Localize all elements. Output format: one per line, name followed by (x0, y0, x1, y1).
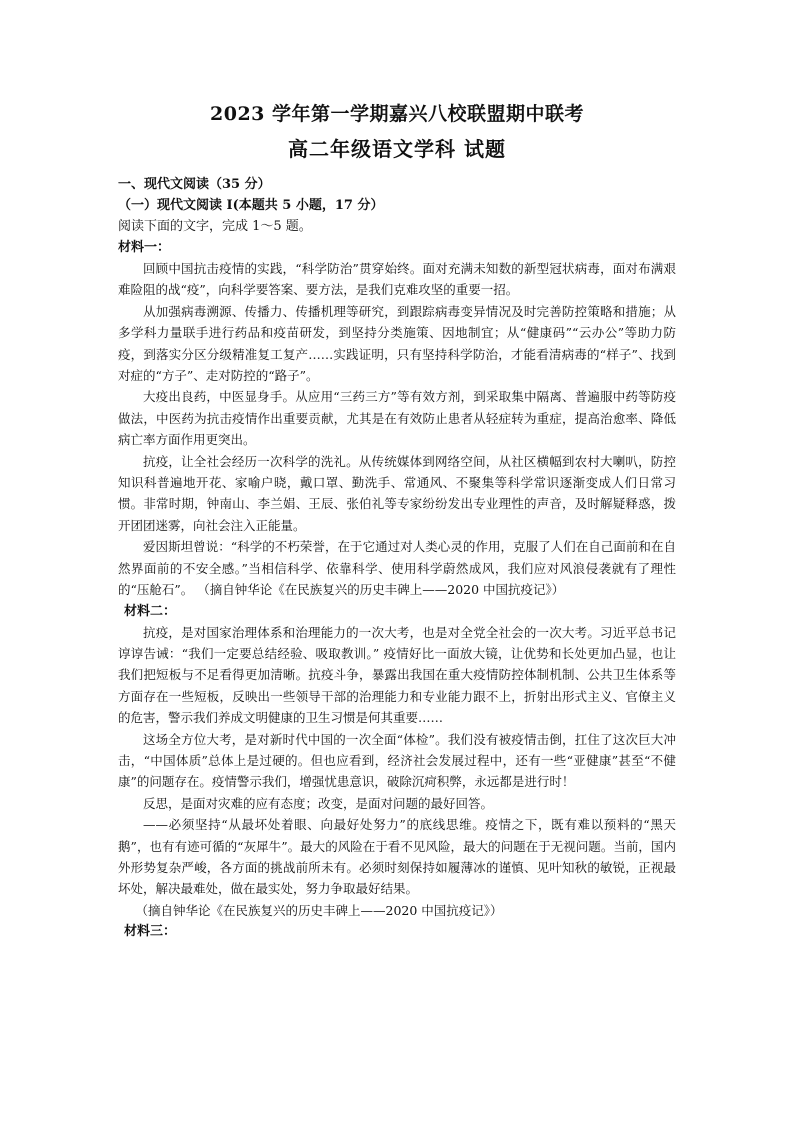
reading-instruction: 阅读下面的文字，完成 1～5 题。 (118, 219, 312, 234)
material-2-paragraph: 这场全方位大考，是对新时代中国的一次全面“体检”。我们没有被疫情击倒，扛住了这次巨大冲击，“中国体质”总体上是过硬的。但也应看到，经济社会发展过程中，还有一些“亚健康”甚至“不健康”的问题存在。疫情警示我们，增强忧患意识，破除沉疴积弊，永远都是进行时！ (118, 731, 676, 790)
material-1-paragraph: 大疫出良药，中医显身手。从应用“三药三方”等有效方剂，到采取集中隔离、普遍服中药等防疫做法，中医药为抗击疫情作出重要贡献，尤其是在有效防止患者从轻症转为重症，提高治愈率、降低病亡率方面作用更突出。 (118, 389, 676, 448)
material-2-paragraph: 抗疫，是对国家治理体系和治理能力的一次大考，也是对全党全社会的一次大考。习近平总书记谆谆告诫：“我们一定要总结经验、吸取教训。” 疫情好比一面放大镜，让优势和长处更加凸显，也让我们把短板与不足看得更加清晰。抗疫斗争，暴露出我国在重大疫情防控体制机制、公共卫生体系等方面存在一些短板，反映出一些领导干部的治理能力和专业能力跟不上，折射出形式主义、官僚主义的危害，警示我们养成文明健康的卫生习惯是何其重要…… (118, 624, 676, 726)
material-1-label: 材料一： (118, 240, 171, 255)
exam-title: 2023 学年第一学期嘉兴八校联盟期中联考 (210, 103, 584, 125)
section-heading: 一、现代文阅读（35 分） (118, 177, 271, 192)
material-2-source: （摘自钟华论《在民族复兴的历史丰碑上——2020 中国抗疫记》） (135, 902, 503, 918)
material-1-paragraph: 回顾中国抗击疫情的实践，“科学防治”贯穿始终。面对充满未知数的新型冠状病毒，面对布满艰难险阻的战“疫”，向科学要答案、要方法，是我们克难攻坚的重要一招。 (118, 261, 676, 298)
material-1-paragraph: 爱因斯坦曾说：“科学的不朽荣誉，在于它通过对人类心灵的作用，克服了人们在自己面前和在自然界面前的不安全感。”当相信科学、依靠科学、使用科学蔚然成风，我们应对风浪侵袭就有了理性的“压舱石”。 （摘自钟华论《在民族复兴的历史丰碑上——2020 中国抗疫记》） (118, 539, 676, 598)
exam-subtitle: 高二年级语文学科 试题 (288, 137, 506, 161)
material-3-label: 材料三： (124, 924, 177, 940)
material-2-paragraph: 反思，是面对灾难的应有态度；改变，是面对问题的最好回答。 (143, 795, 494, 811)
material-1-paragraph: 从加强病毒溯源、传播力、传播机理等研究，到跟踪病毒变异情况及时完善防控策略和措施；从多学科力量联手进行药品和疫苗研发，到坚持分类施策、因地制宜；从“健康码”“云办公”等助力防疫，到落实分区分级精准复工复产……实践证明，只有坚持科学防治，才能看清病毒的“样子”、找到对症的“方子”、走对防控的“路子”。 (118, 303, 676, 384)
material-1-paragraph: 抗疫，让全社会经历一次科学的洗礼。从传统媒体到网络空间，从社区横幅到农村大喇叭，防控知识科普遍地开花、家喻户晓，戴口罩、勤洗手、常通风、不聚集等科学常识逐渐变成人们日常习惯。非常时期，钟南山、李兰娟、王辰、张伯礼等专家纷纷发出专业理性的声音，及时解疑释惑，拨开团团迷雾，向社会注入正能量。 (118, 453, 676, 533)
material-2-paragraph: ——必须坚持“从最坏处着眼、向最好处努力”的底线思维。疫情之下，既有难以预料的“黑天鹅”，也有有迹可循的“灰犀牛”。最大的风险在于看不见风险，最大的问题在于无视问题。当前，国内外形势复杂严峻，各方面的挑战前所未有。必须时刻保持如履薄冰的谨慎、见叶知秋的敏锐，正视最坏处，解决最难处，做在最实处，努力争取最好结果。 (118, 817, 676, 897)
subsection-heading: （一）现代文阅读 I(本题共 5 小题，17 分） (118, 198, 384, 213)
material-2-label: 材料二： (124, 603, 177, 619)
